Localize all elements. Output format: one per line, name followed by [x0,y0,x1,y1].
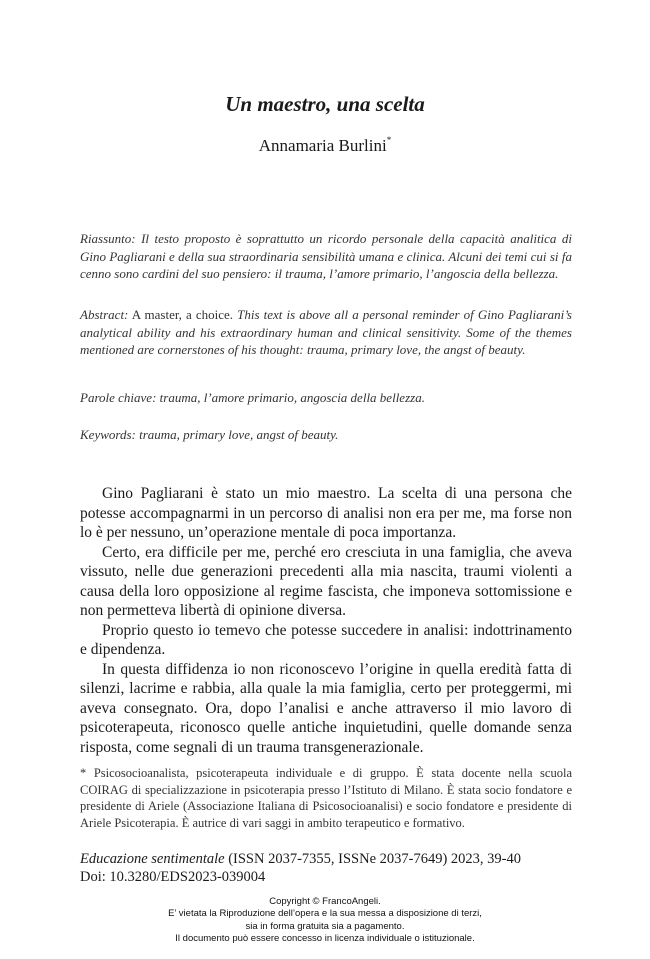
author-name [0,136,650,156]
body-paragraph: In questa diffidenza io non riconoscevo l’origine in quella eredità fatta di silenzi, lacrime e rabbia, alla quale la mia famiglia, certo per proteggermi, mi aveva consegnato. Ora, dopo l’analisi e anche attraverso il mio lavoro di psicoterapeuta, riconosco quelle antiche inquietudini, quelle domande senza risposta, come segnali di un trauma transgenerazionale. [80,660,572,756]
body-paragraph: Certo, era difficile per me, perché ero cresciuta in una famiglia, che aveva vissuto, nelle due generazioni precedenti alla mia nascita, traumi violenti a causa della loro opposizione al regime fascista, che imponeva sottomissione e non permetteva libertà di opinione diversa. [80,543,572,619]
parole-chiave-block [80,389,572,407]
journal-line [80,850,572,868]
copyright-notice [0,896,650,945]
keywords-block [80,426,572,444]
journal-citation [80,850,572,886]
keywords-text: trauma, primary love, angst of beauty. [139,427,339,442]
article-title: Un maestro, una scelta [225,92,425,116]
riassunto-label: Riassunto: [80,231,136,246]
footnote-mark: * [80,766,87,780]
author-footnote-mark: * [386,135,392,145]
riassunto-text: Il testo proposto è soprattutto un ricordo personale della capacità analitica di Gino Pagliarani e della sua straordinaria sensibilità umana e clinica. Alcuni dei temi cui si fa cenno sono cardini del suo pensiero: il trauma, l’amore primario, l’angoscia della bellezza. [80,231,572,282]
copyright-line: Copyright © FrancoAngeli. [269,896,381,907]
journal-name: Educazione sentimentale [80,851,225,867]
abstract-label: Abstract: [80,307,129,322]
abstract-title-en: A master, a choice. [131,307,234,322]
copyright-line: Il documento può essere concesso in licenza individuale o istituzionale. [175,932,475,944]
abstract-text: This text is above all a personal reminder of Gino Pagliarani’s analytical ability and his extraordinary human and clinical sensitivity. Some of the themes mentioned are cornerstones of his thought: trauma, primary love, the angst of beauty. [80,307,572,358]
parole-chiave-text: trauma, l’amore primario, angoscia della bellezza. [159,390,425,405]
body-paragraph: Gino Pagliarani è stato un mio maestro. La scelta di una persona che potesse accompagnarmi in un percorso di analisi non era per me, ma forse non lo è per nessuno, un’operazione mentale di poca importanza. [80,485,572,541]
copyright-line: E’ vietata la Riproduzione dell’opera e la sua messa a disposizione di terzi, [168,908,482,920]
parole-chiave-label: Parole chiave: [80,390,157,405]
journal-details: (ISSN 2037-7355, ISSNe 2037-7649) 2023, 39-40 [228,851,521,867]
body-text [80,484,572,757]
copyright-line: sia in forma gratuita sia a pagamento. [245,920,405,932]
journal-doi: Doi: 10.3280/EDS2023-039004 [80,869,266,885]
abstract-block [80,306,572,359]
author-name-text: Annamaria Burlini [258,136,387,155]
riassunto-block [80,230,572,283]
keywords-label: Keywords: [80,427,136,442]
body-paragraph: Proprio questo io temevo che potesse succedere in analisi: indottrinamento e dipendenza. [80,621,572,658]
footnote-text: Psicosocioanalista, psicoterapeuta individuale e di gruppo. È stata docente nella scuola COIRAG di specializzazione in psicoterapia presso l’Istituto di Milano. È stata socio fondatore e presidente di Ariele (Associazione Italiana di Psicosocioanalisi) e socio fondatore e presidente di Ariele Psicoterapia. È autrice di vari saggi in ambito terapeutico e formativo. [80,766,572,830]
author-footnote [80,765,572,831]
